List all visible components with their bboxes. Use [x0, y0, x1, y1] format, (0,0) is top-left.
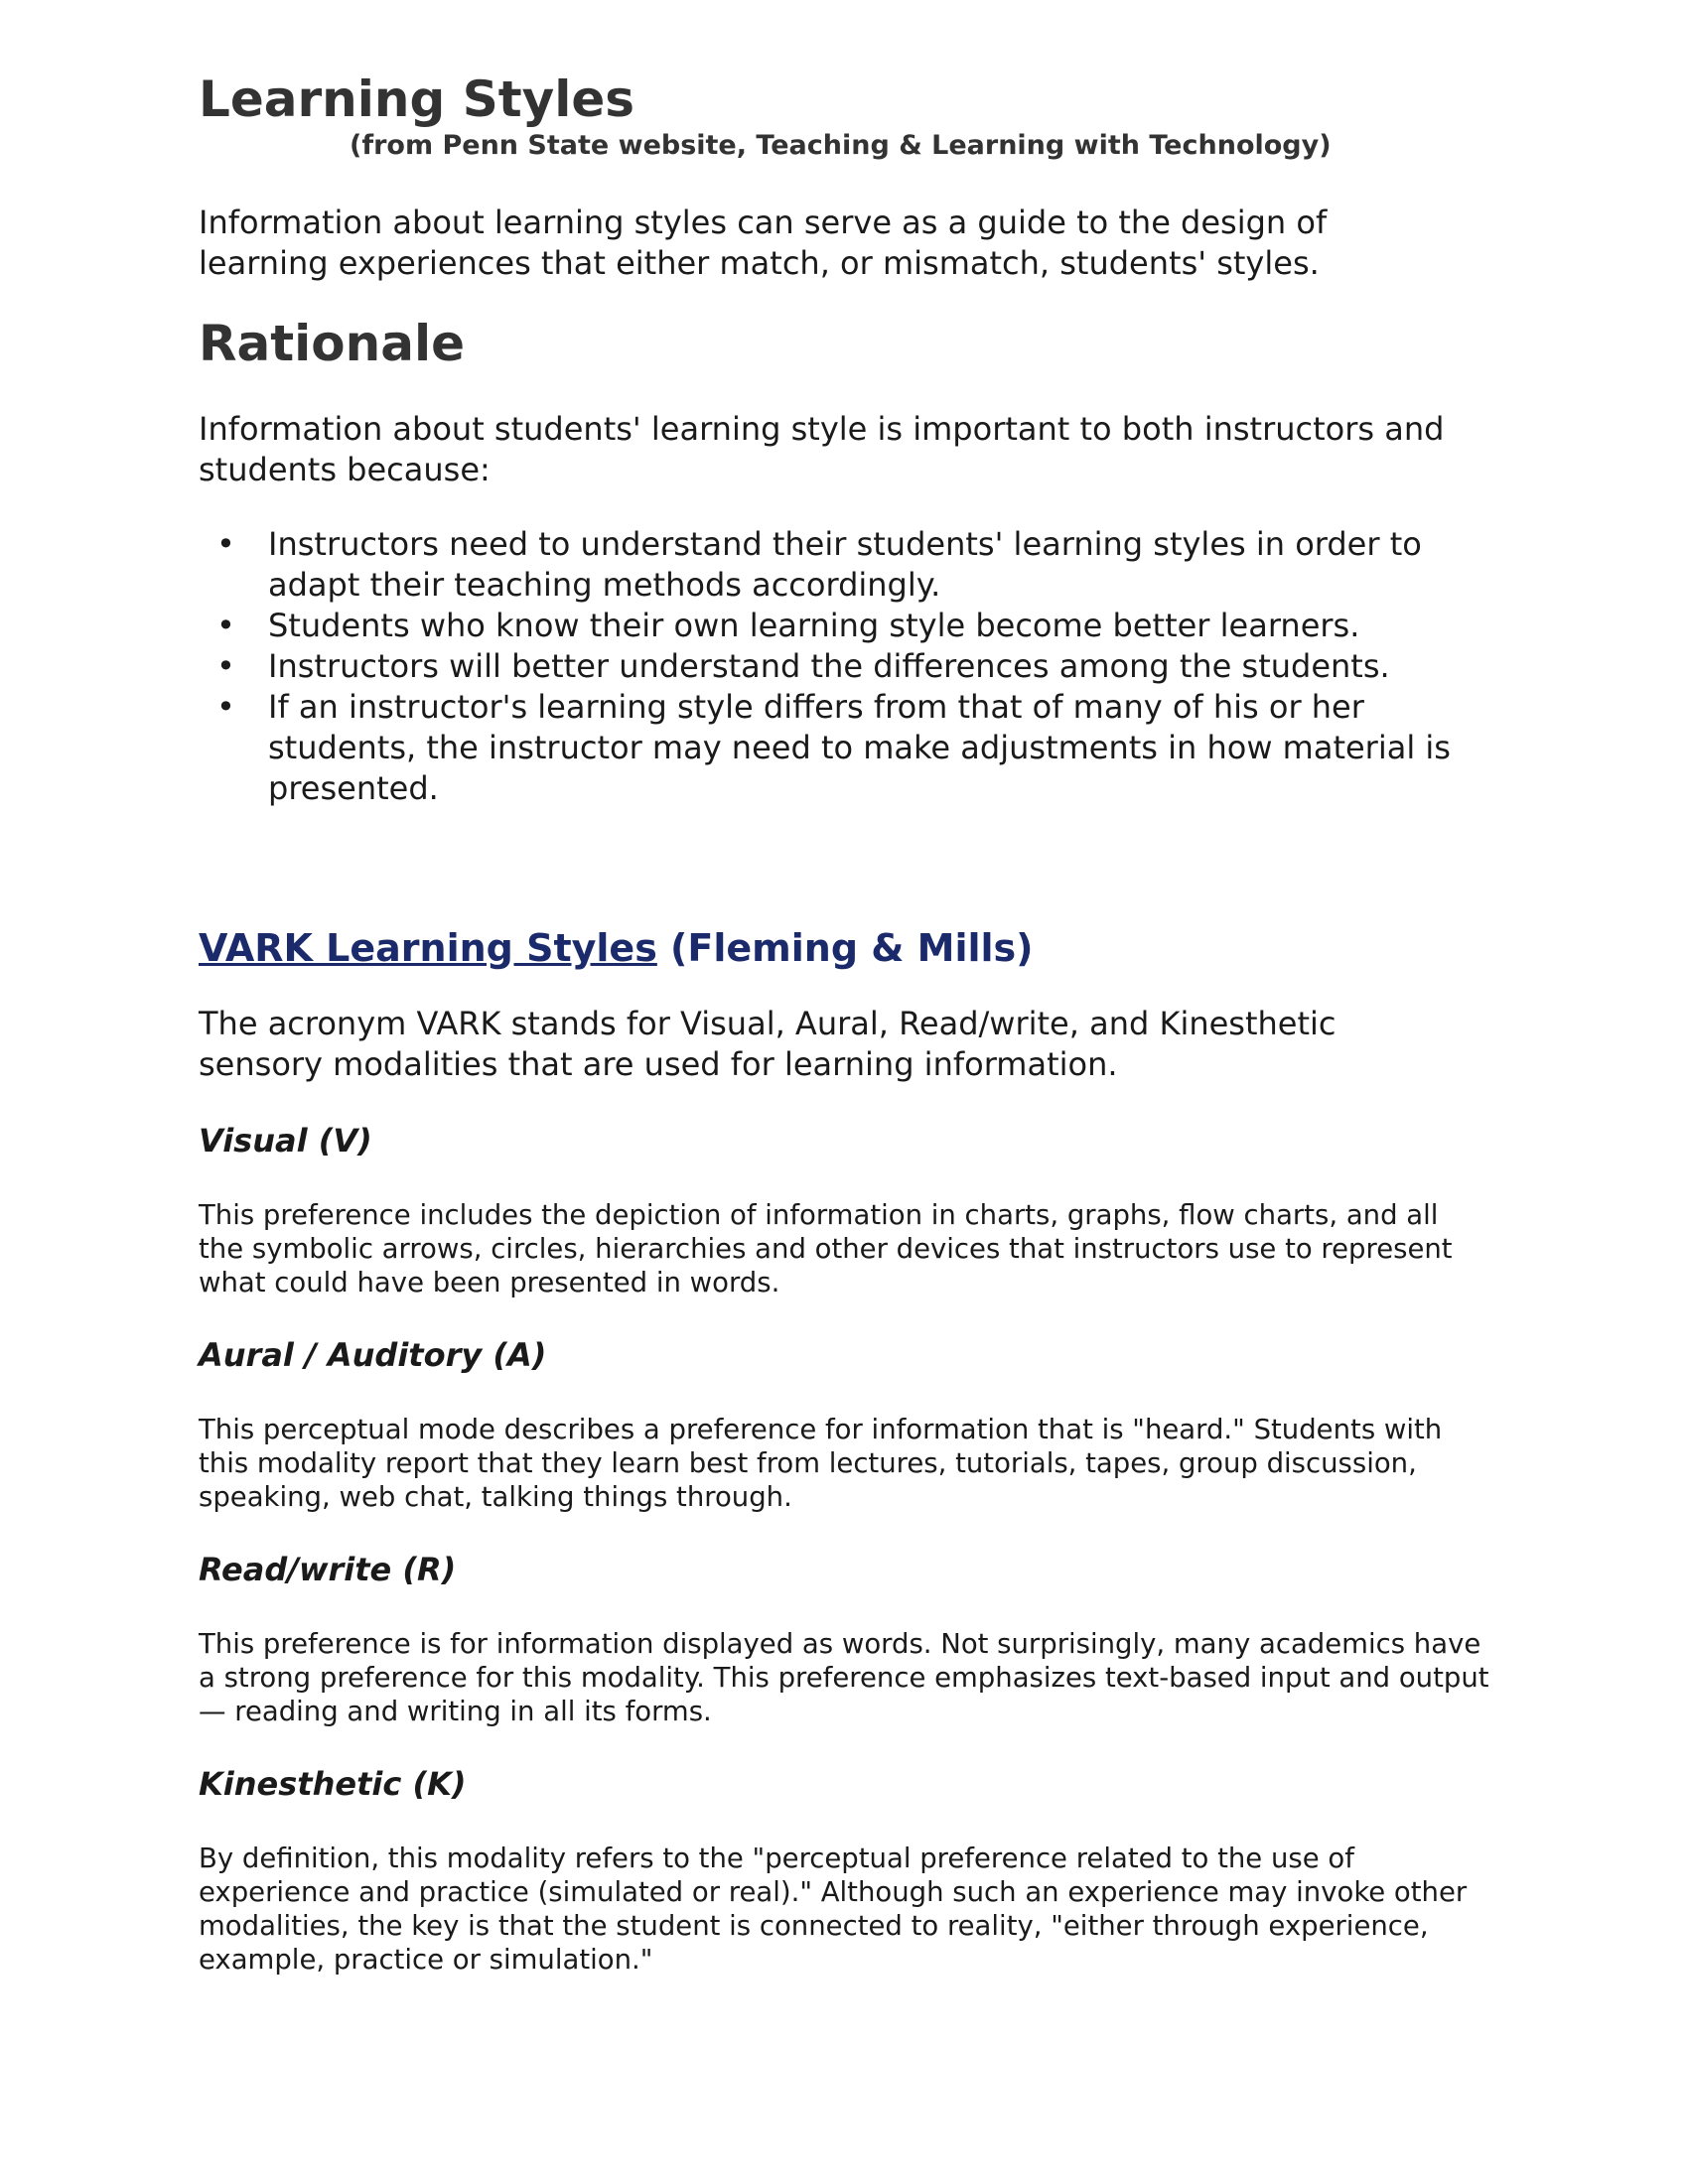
bullet-icon: • [216, 647, 235, 685]
bullet-item [199, 524, 1499, 606]
visual-heading: Visual (V) [199, 1122, 372, 1160]
bullet-text: Instructors will better understand the differences among the students. [268, 647, 1390, 685]
page-title: Learning Styles [199, 70, 635, 128]
kinesthetic-heading: Kinesthetic (K) [199, 1765, 467, 1803]
read-write-heading: Read/write (R) [199, 1551, 457, 1588]
bullet-item [199, 606, 1499, 646]
bullet-icon: • [216, 525, 235, 563]
bullet-text: Instructors need to understand their students' learning styles in order to adapt their teaching methods accordingly. [268, 525, 1422, 604]
read-write-paragraph: This preference is for information displayed as words. Not surprisingly, many academics have a strong preference for this modality. This preference emphasizes text-based input and output — reading and writing in all its forms. [199, 1628, 1489, 1727]
bullet-text: If an instructor's learning style differs from that of many of his or her students, the instructor may need to make adjustments in how material is presented. [268, 688, 1451, 807]
vark-authors: (Fleming & Mills) [656, 926, 1034, 970]
vark-heading [199, 924, 1489, 972]
vark-paragraph: The acronym VARK stands for Visual, Aural, Read/write, and Kinesthetic sensory modalities that are used for learning information. [199, 1005, 1336, 1083]
rationale-heading: Rationale [199, 315, 466, 372]
document-page [199, 69, 1489, 1977]
aural-heading: Aural / Auditory (A) [199, 1336, 547, 1374]
bullet-item [199, 646, 1499, 687]
bullet-icon: • [216, 688, 235, 726]
source-note: (from Penn State website, Teaching & Learning with Technology) [350, 130, 1332, 161]
visual-paragraph: This preference includes the depiction of information in charts, graphs, flow charts, and all the symbolic arrows, circles, hierarchies and other devices that instructors use to represent what could have been presented in words. [199, 1199, 1453, 1298]
kinesthetic-paragraph: By definition, this modality refers to the "perceptual preference related to the use of experience and practice (simulated or real)." Although such an experience may invoke other modalities, the key is that the student is connected to reality, "either through experience, example, practice or simulation." [199, 1843, 1468, 1976]
bullet-text: Students who know their own learning style become better learners. [268, 607, 1360, 644]
rationale-bullet-list [199, 524, 1489, 809]
rationale-paragraph: Information about students' learning style is important to both instructors and students because: [199, 410, 1445, 488]
bullet-item [199, 687, 1499, 809]
vark-learning-styles-link[interactable]: VARK Learning Styles [199, 926, 657, 970]
bullet-icon: • [216, 607, 235, 644]
aural-paragraph: This perceptual mode describes a preference for information that is "heard." Students with this modality report that they learn best from lectures, tutorials, tapes, group discussion, speaking, web chat, talking things through. [199, 1414, 1443, 1513]
intro-paragraph: Information about learning styles can serve as a guide to the design of learning experiences that either match, or mismatch, students' styles. [199, 204, 1328, 282]
